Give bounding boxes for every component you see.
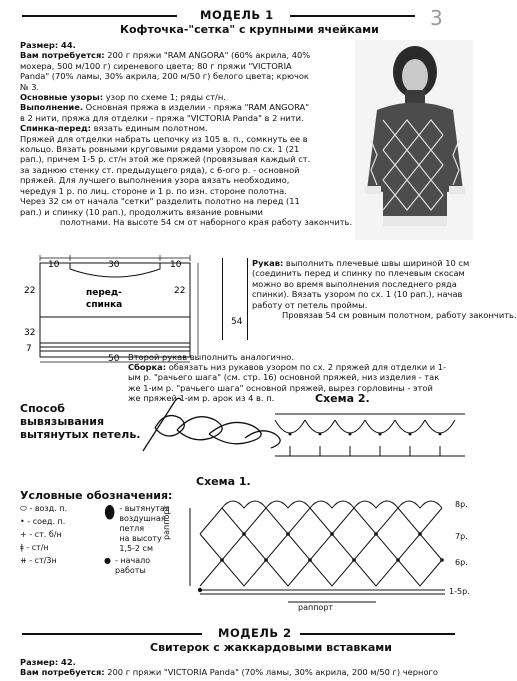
legend-title: Условные обозначения: <box>20 489 173 502</box>
model-photo <box>355 40 473 240</box>
legend-list <box>20 504 67 569</box>
model2-required-text: 200 г пряжи "VICTORIA Panda" (70% ламы, 30% акрила, 200 м/50 г) черного <box>104 667 438 678</box>
dim-54: 54 <box>231 317 243 327</box>
scheme2-diagram <box>270 406 470 466</box>
dim-left-upper: 22 <box>24 286 36 296</box>
patterns-label: Основные узоры: <box>20 92 104 103</box>
model1-text-block <box>20 40 355 227</box>
patterns-text: узор по схеме 1; ряды ст/н. <box>103 92 226 103</box>
double-crochet-icon: ǂ <box>20 543 24 552</box>
para1-line: чередуя 1 р. по лиц. стороне и 1 р. по изн. стороне полотна. <box>20 185 287 196</box>
assembly-label: Сборка: <box>128 362 167 372</box>
dim-top-left: 10 <box>48 260 60 270</box>
sleeve-line: работу от петель проймы. <box>252 299 368 310</box>
model1-subtitle: Кофточка-"сетка" с крупными ячейками <box>120 23 379 36</box>
header-line-left <box>22 15 177 17</box>
model2-line-left <box>22 633 202 635</box>
triple-crochet-icon: ⧺ <box>20 556 27 565</box>
second-sleeve: Второй рукав выполнить аналогично. <box>128 352 294 362</box>
long-loop-line: на высоту <box>119 534 162 543</box>
para1-line: рап.) и спинку (10 рап.), продолжить вязание ровными <box>20 206 263 217</box>
para1-line: пряжей. Для лучшего выполнения узора вязать необходимо, <box>20 175 290 186</box>
legend-long-loop <box>104 504 170 576</box>
model2-size-label: Размер: 42. <box>20 657 76 667</box>
scheme1-row-6: 6р. <box>455 558 468 567</box>
start-dot-icon: ● <box>104 556 111 565</box>
sleeve-label: Рукав: <box>252 258 284 268</box>
method-title <box>20 402 140 441</box>
sleeve-line: Провязав 54 см ровным полотном, работу закончить. <box>282 310 517 321</box>
sleeve-line: (соединить перед и спинку по плечевым скосам <box>252 268 465 279</box>
back-front-text: вязать единым полотном. <box>91 123 208 134</box>
model2-line-right <box>300 633 455 635</box>
scheme1-row-7: 7р. <box>455 532 468 541</box>
size-label: Размер: 44. <box>20 40 76 50</box>
scheme1-row-1-5: 1-5р. <box>449 587 470 596</box>
sleeve-line: можно во время выполнения последнего ряда <box>252 278 457 289</box>
para1-line: полотнами. На высоте 54 см от наборного края работу закончить. <box>60 216 353 227</box>
model2-header: МОДЕЛЬ 2 <box>218 626 292 640</box>
sleeve-line: выполнить плечевые швы шириной 10 см <box>283 258 470 268</box>
scheme1-rapport-horizontal: раппорт <box>298 603 334 612</box>
sleeve-rect <box>222 258 248 340</box>
dim-bottom: 50 <box>108 354 120 364</box>
assembly-line: обвязать низ рукавов узором по сх. 2 пряжей для отделки и 1- <box>166 362 447 372</box>
single-crochet-icon: + <box>20 530 27 539</box>
execution-text2: в 2 нити, пряжа для отделки - пряжа "VICTORIA Panda" в 2 нити. <box>20 112 304 123</box>
required-text3: Panda" (70% ламы, 30% акрила, 200 м/50 г) белого цвета; крючок <box>20 71 309 82</box>
dim-top-right: 10 <box>170 260 182 270</box>
schematic-label-1: перед- <box>86 288 122 298</box>
assembly-line: ым р. "рачьего шага" (см. стр. 16) основной пряжей, низ изделия - так <box>128 372 440 383</box>
long-loop-line: воздушная <box>119 514 166 523</box>
legend-item: - соед. п. <box>27 517 66 526</box>
sleeve-text-block <box>252 258 517 321</box>
legend-item: - ст/3н <box>29 556 57 565</box>
scheme1-rapport-vertical: раппорт <box>162 504 171 540</box>
dim-right: 22 <box>174 286 186 296</box>
required-text4: № 3. <box>20 81 40 92</box>
sleeve-line: спинки). Вязать узором по сх. 1 (10 рап.), начав <box>252 289 463 300</box>
method-line: вывязывания <box>20 415 105 428</box>
start-line: - начало <box>114 556 151 565</box>
execution-label: Выполнение. <box>20 102 84 113</box>
model2-subtitle: Свитерок с жаккардовыми вставками <box>150 641 392 654</box>
dim-left-lower: 32 <box>24 328 36 338</box>
start-line: работы <box>114 566 146 575</box>
scheme1-diagram <box>180 490 450 610</box>
long-loop-line: петля <box>119 524 145 533</box>
long-loop-icon: ⬮ <box>104 502 116 523</box>
header-line-right <box>290 15 415 17</box>
para1-line: Пряжей для отделки набрать цепочку из 105 в. п., сомкнуть ее в <box>20 133 308 144</box>
chain-symbol-icon: ⬭ <box>20 504 27 513</box>
scheme1-title: Схема 1. <box>196 475 251 488</box>
model2-text-block <box>20 657 475 678</box>
method-line: Способ <box>20 402 65 415</box>
long-loop-line: - вытянутая <box>119 504 170 513</box>
scheme1-row-8: 8р. <box>455 500 468 509</box>
legend-item: - ст. б/н <box>29 530 62 539</box>
pattern-schematic <box>20 255 210 365</box>
legend-item: - ст/н <box>26 543 49 552</box>
assembly-line: же 1-им р. "рачьего шага" основной пряжей, вырез горловины - этой <box>128 382 433 393</box>
model2-required-label: Вам потребуется: <box>20 667 105 678</box>
page-number: 3 <box>430 6 443 30</box>
method-line: вытянутых петель. <box>20 428 141 441</box>
scheme2-title: Схема 2. <box>315 392 370 405</box>
para1-line: за заднюю стенку ст. предыдущего ряда), с 6-ого р. - основной <box>20 164 300 175</box>
para1-line: кольцо. Вязать ровными круговыми рядами узором по сх. 1 (21 <box>20 144 300 155</box>
required-label: Вам потребуется: <box>20 50 105 61</box>
para1-line: Через 32 см от начала "сетки" разделить полотно на перед (11 <box>20 196 300 207</box>
execution-text1: Основная пряжа в изделии - пряжа "RAM ANGORA" <box>83 102 310 113</box>
schematic-label-2: спинка <box>86 300 123 310</box>
dim-7: 7 <box>26 344 32 354</box>
long-loop-line: 1,5-2 см <box>119 544 153 553</box>
required-text2: мохера, 500 м/100 г) сиреневого цвета; 80 г пряжи "VICTORIA <box>20 60 292 71</box>
back-front-label: Спинка-перед: <box>20 123 91 134</box>
dim-top-mid: 30 <box>108 260 120 270</box>
model1-header: МОДЕЛЬ 1 <box>200 8 274 22</box>
assembly-line: же пряжей 1-им р. арок из 4 в. п. <box>128 393 275 404</box>
para1-line: рап.), причем 1-5 р. ст/н этой же пряжей (провязывая каждый ст. <box>20 154 311 165</box>
slip-stitch-icon: • <box>20 517 25 526</box>
legend-item: - возд. п. <box>29 504 68 513</box>
required-text1: 200 г пряжи "RAM ANGORA" (60% акрила, 40% <box>104 50 311 61</box>
